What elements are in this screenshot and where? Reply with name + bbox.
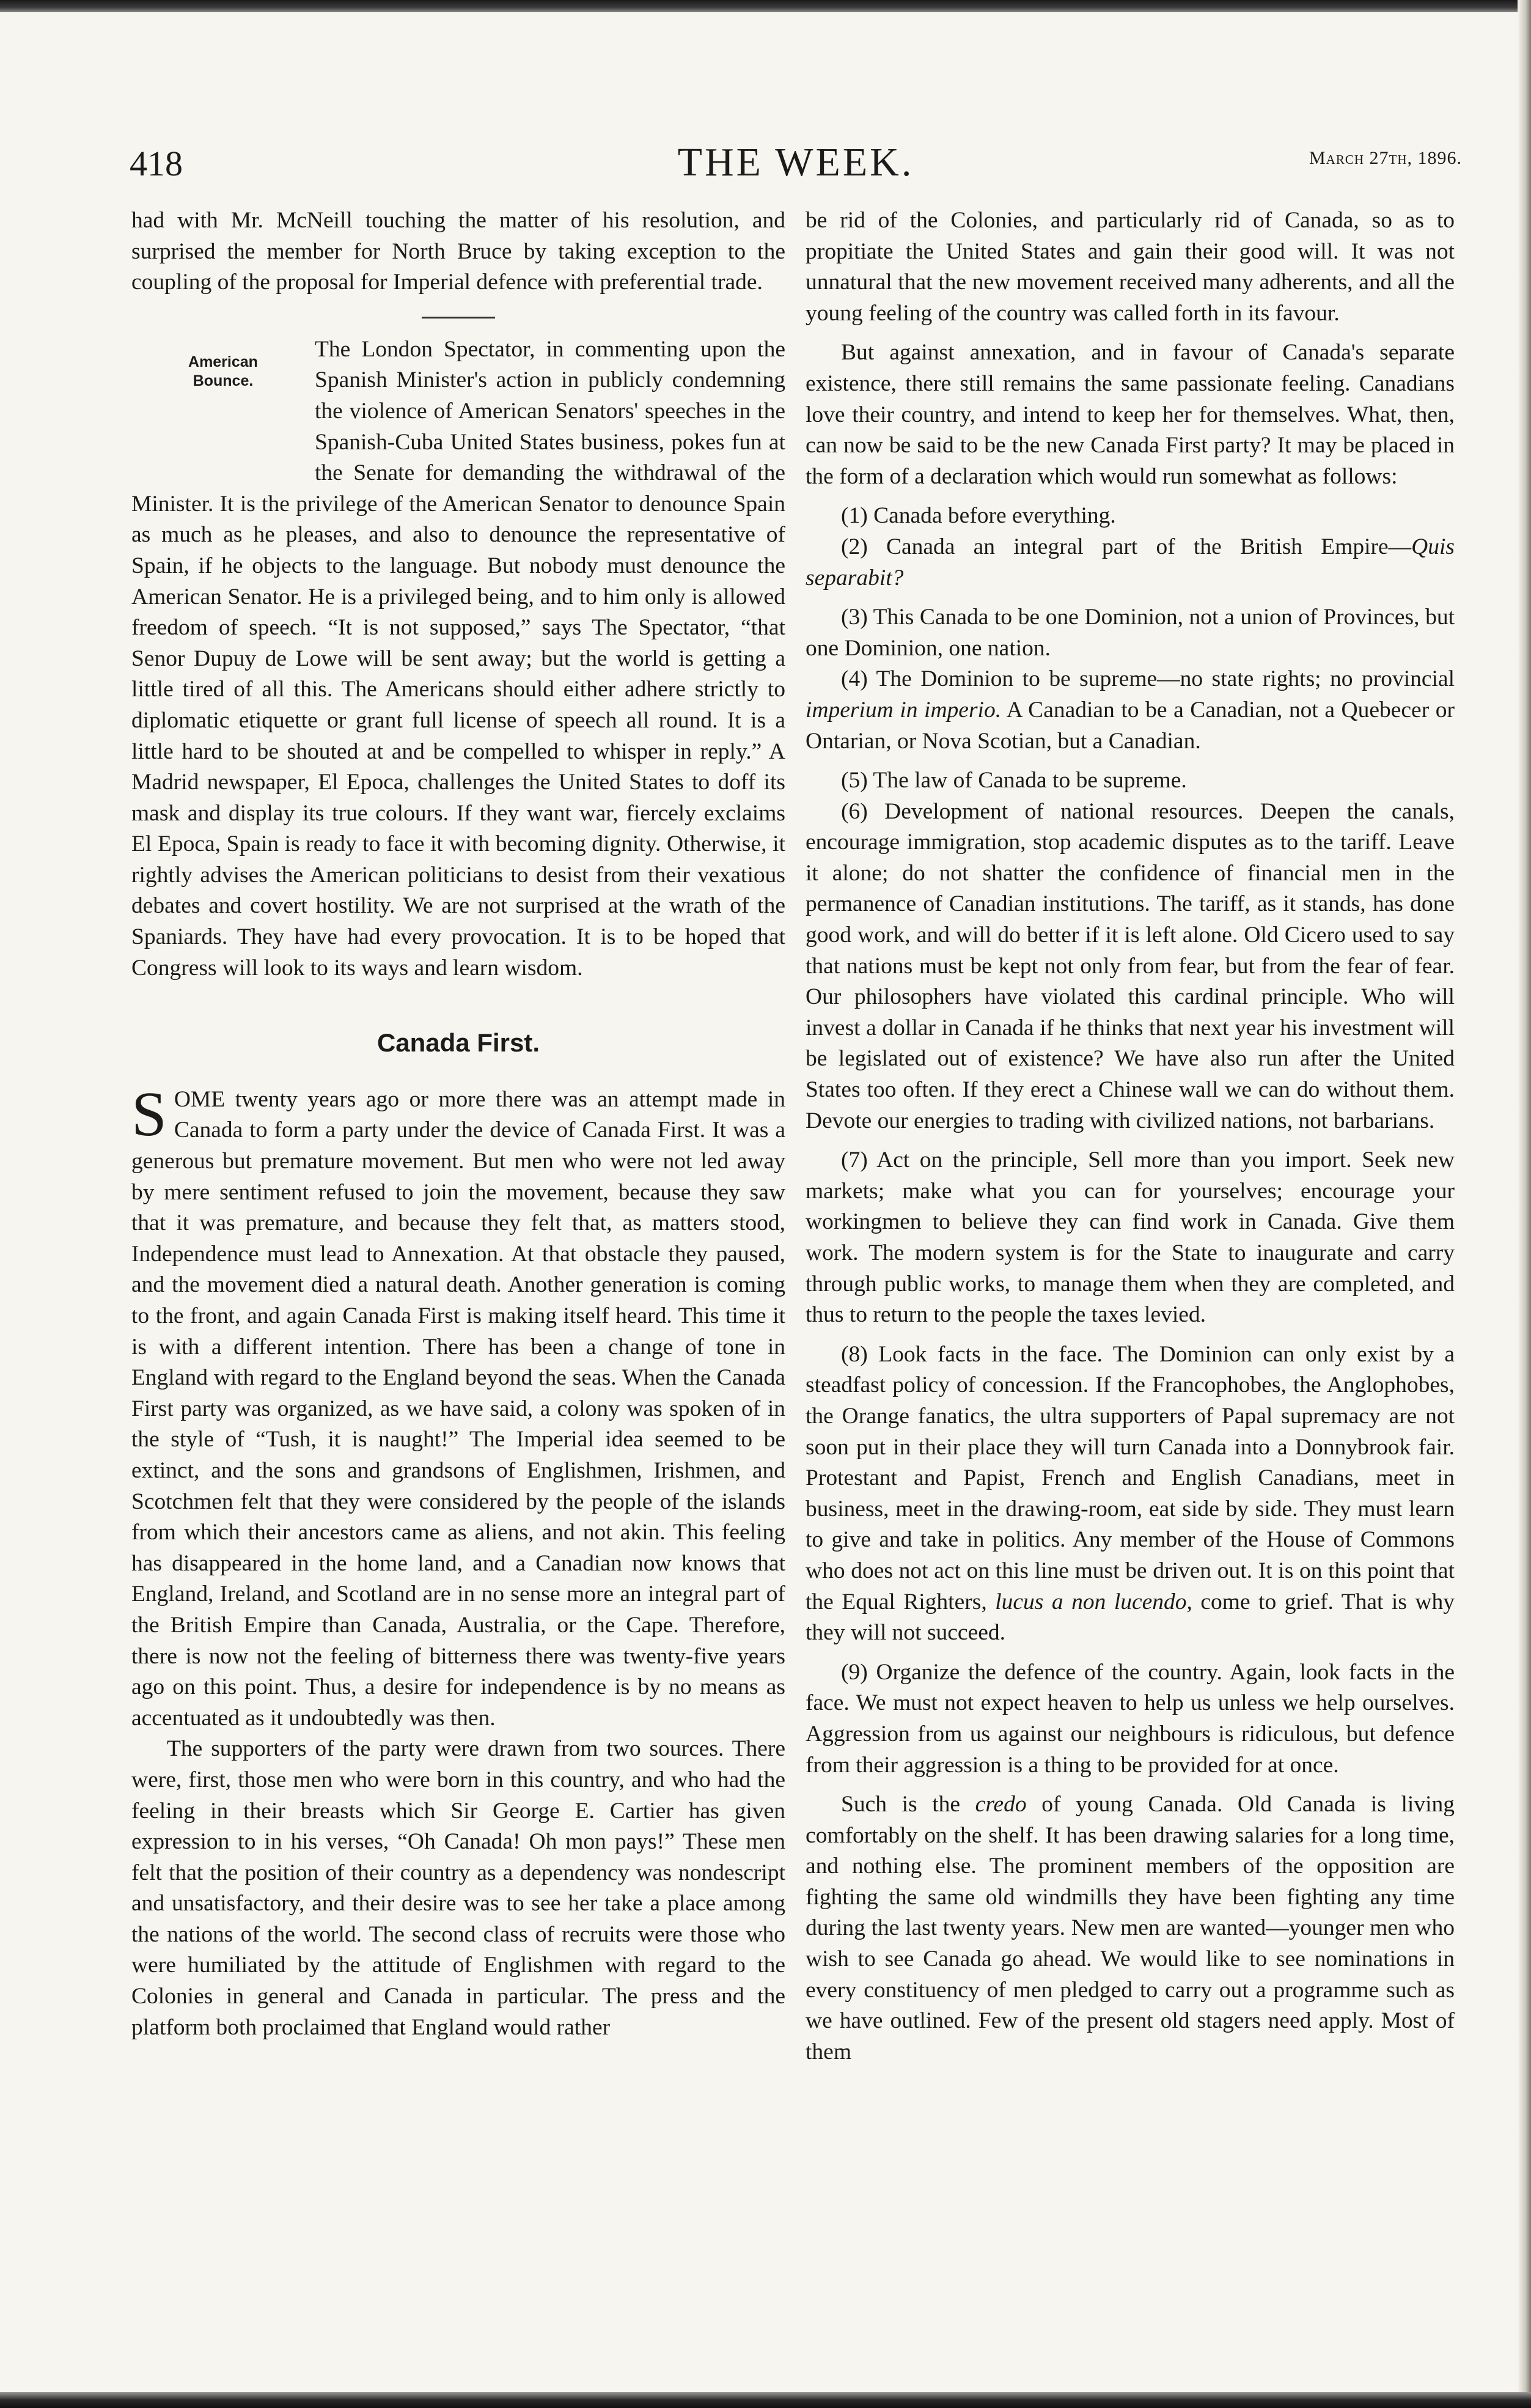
declaration-item-3: (3) This Canada to be one Dominion, not a union of Provinces, but one Dominion, one nation. xyxy=(806,605,1455,661)
left-column xyxy=(131,205,785,2043)
declaration-item-9: (9) Organize the defence of the country. Again, look facts in the face. We must not expect heaven to help us unless we help ourselves. Aggression from us against our neighbours is ridiculous, but defence from their aggression is a thing to be provided for at once. xyxy=(806,1659,1455,1778)
credo-text-a: Such is the xyxy=(841,1792,975,1817)
item2-latin: Quis separabit? xyxy=(806,534,1455,591)
declaration-item-7: (7) Act on the principle, Sell more than you import. Seek new markets; make what you can for yourselves; encourage your workingmen to believe they can find work in Canada. Give them work. The modern system is for the State to inaugurate and carry through public works, to manage them when they are completed, and thus to return to the people the taxes levied. xyxy=(806,1147,1455,1328)
credo-text-c: of young Canada. Old Canada is living comfortably on the shelf. It has been drawing salaries for a long time, and nothing else. The prominent members of the opposition are fighting the same old windmills they have been fighting any time during the last twenty years. New men are wanted—younger men who wish to see Canada go ahead. We would like to see nominations in every constituency of men pledged to carry out a programme such as we have outlined. Few of the present old stagers need apply. Most of them xyxy=(806,1792,1455,2064)
item8-text-a: (8) Look facts in the face. The Dominion can only exist by a steadfast policy of concession. If the Francophobes, the Anglophobes, the Orange fanatics, the ultra supporters of Papal supremacy are not soon put in their place they will turn Canada into a Donnybrook fair. Protestant and Papist, French and English Canadians, meet in business, meet in the drawing-room, eat side by side. They must learn to give and take in politics. Any member of the House of Commons who does not act on this line must be driven out. It is on this point that the Equal Righters, xyxy=(806,1341,1455,1615)
bounce-section xyxy=(131,334,785,984)
declaration-item-4 xyxy=(806,664,1455,757)
section-heading: Canada First. xyxy=(376,1028,540,1058)
item4-text-a: (4) The Dominion to be supreme—no state rights; no provincial xyxy=(841,666,1455,692)
credo-word: credo xyxy=(975,1792,1027,1817)
item8-text-c: come to grief. That is why they will not succeed. xyxy=(806,1589,1455,1646)
page-header xyxy=(130,139,1462,188)
declaration-item-2 xyxy=(806,532,1455,594)
scan-bottom-border xyxy=(0,2392,1531,2408)
scan-top-border xyxy=(0,0,1531,12)
issue-date: March 27th, 1896. xyxy=(1309,148,1462,168)
declaration-item-6: (6) Development of national resources. Deepen the canals, encourage immigration, stop academic disputes as to the tariff. Leave it alone; do not shatter the confidence of financial men in the permanence of Canadian institutions. The tariff, as it stands, has done good work, and will do better if it is left alone. Old Cicero used to say that nations must be kept not only from fear, but from the fear of fear. Our philosophers have violated this cardinal principle. Who will invest a dollar in Canada if he thinks that next year his investment will be legislated out of existence? We have also run after the United States too often. If they erect a Chinese wall we can do without them. Devote our energies to trading with civilized nations, not barbarians. xyxy=(806,798,1455,1133)
margin-note-line2: Bounce. xyxy=(193,372,254,389)
page-number: 418 xyxy=(130,144,183,183)
item4-latin: imperium in imperio. xyxy=(806,697,1002,723)
right-column xyxy=(806,205,1455,2067)
journal-title: THE WEEK. xyxy=(677,140,914,185)
paragraph-canada-first-1: SOME twenty years ago or more there was an attempt made in Canada to form a party under the device of Canada First. It was a generous but premature movement. But men who were not led away by mere sentiment refused to join the movement, because they saw that it was premature, and because they felt that, as matters stood, Independence must lead to Annexation. At that obstacle they paused, and the movement died a natural death. Another generation is coming to the front, and again Canada First is making itself heard. This time it is with a different intention. There has been a change of tone in England with regard to the England beyond the seas. When the Canada First party was organized, as we have said, a colony was spoken of in the style of “Tush, it is naught!” The Imperial idea seemed to be extinct, and the sons and grandsons of Englishmen, Irishmen, and Scotchmen felt that they were considered by the people of the islands from which their ancestors came as aliens, and not akin. This feeling has disappeared in the home land, and a Canadian now knows that England, Ireland, and Scotland are in no sense more an integral part of the British Empire than Canada, Australia, or the Cape. Therefore, there is now not the feeling of bitterness there was twenty-five years ago on this point. Thus, a desire for independence is by no means as accentuated as it undoubtedly was then. xyxy=(131,1078,785,1731)
paragraph-credo xyxy=(806,1789,1455,2067)
declaration-item-1: (1) Canada before everything. xyxy=(841,503,1116,529)
paragraph-intro: had with Mr. McNeill touching the matter of his resolution, and surprised the member for North Bruce by taking exception to the coupling of the proposal for Imperial defence with preferential trade. xyxy=(131,208,785,295)
item2-text: (2) Canada an integral part of the British Empire— xyxy=(841,534,1412,559)
scan-right-edge xyxy=(1518,0,1531,2408)
margin-note-line1: American xyxy=(188,353,258,370)
declaration-item-8 xyxy=(806,1339,1455,1649)
section-divider xyxy=(422,317,495,318)
margin-note xyxy=(131,334,315,463)
paragraph-canada-first-2: The supporters of the party were drawn from two sources. There were, first, those men who were born in this country, and who had the feeling in their breasts which Sir George E. Cartier has given expression to in his verses, “Oh Canada! Oh mon pays!” These men felt that the position of their country as a dependency was nondescript and unsatisfactory, and their desire was to see her take a place among the nations of the world. The second class of recruits were those who were humiliated by the attitude of Englishmen with regard to the Colonies in general and Canada in particular. The press and the platform both proclaimed that England would rather xyxy=(131,1736,785,2040)
item4-text-c: A Canadian to be a Canadian, not a Quebecer or Ontarian, or Nova Scotian, but a Canadian. xyxy=(806,697,1455,754)
declaration-item-5: (5) The law of Canada to be supreme. xyxy=(841,768,1187,793)
paragraph-right-2: But against annexation, and in favour of Canada's separate existence, there still remains the same passionate feeling. Canadians love their country, and intend to keep her for themselves. What, then, can now be said to be the new Canada First party? It may be placed in the form of a declaration which would run somewhat as follows: xyxy=(806,340,1455,489)
paragraph-american-bounce: The London Spectator, in commenting upon the Spanish Minister's action in publicly condemning the violence of American Senators' speeches in the Spanish-Cuba United States business, pokes fun at the Senate for demanding the withdrawal of the Minister. It is the privilege of the American Senator to denounce Spain as much as he pleases, and also to denounce the representative of Spain, if he objects to the language. But nobody must denounce the American Senator. He is a privileged being, and to him only is allowed freedom of speech. “It is not supposed,” says The Spectator, “that Senor Dupuy de Lowe will be sent away; but the world is getting a little tired of all this. The Americans should either adhere strictly to diplomatic etiquette or grant full license of speech all round. It is a little hard to be shouted at and be compelled to whisper in reply.” A Madrid newspaper, El Epoca, challenges the United States to doff its mask and display its true colours. If they want war, fiercely exclaims El Epoca, Spain is ready to face it with becoming dignity. Otherwise, it rightly advises the American politicians to desist from their vexatious debates and covert hostility. We are not surprised at the wrath of the Spaniards. They have had every provocation. It is to be hoped that Congress will look to its ways and learn wisdom. xyxy=(131,336,785,981)
paragraph-right-1: be rid of the Colonies, and particularly rid of Canada, so as to propitiate the United States and gain their good will. It was not unnatural that the new movement received many adherents, and all the young feeling of the country was called forth in its favour. xyxy=(806,208,1455,326)
item8-latin: lucus a non lucendo, xyxy=(995,1589,1192,1615)
